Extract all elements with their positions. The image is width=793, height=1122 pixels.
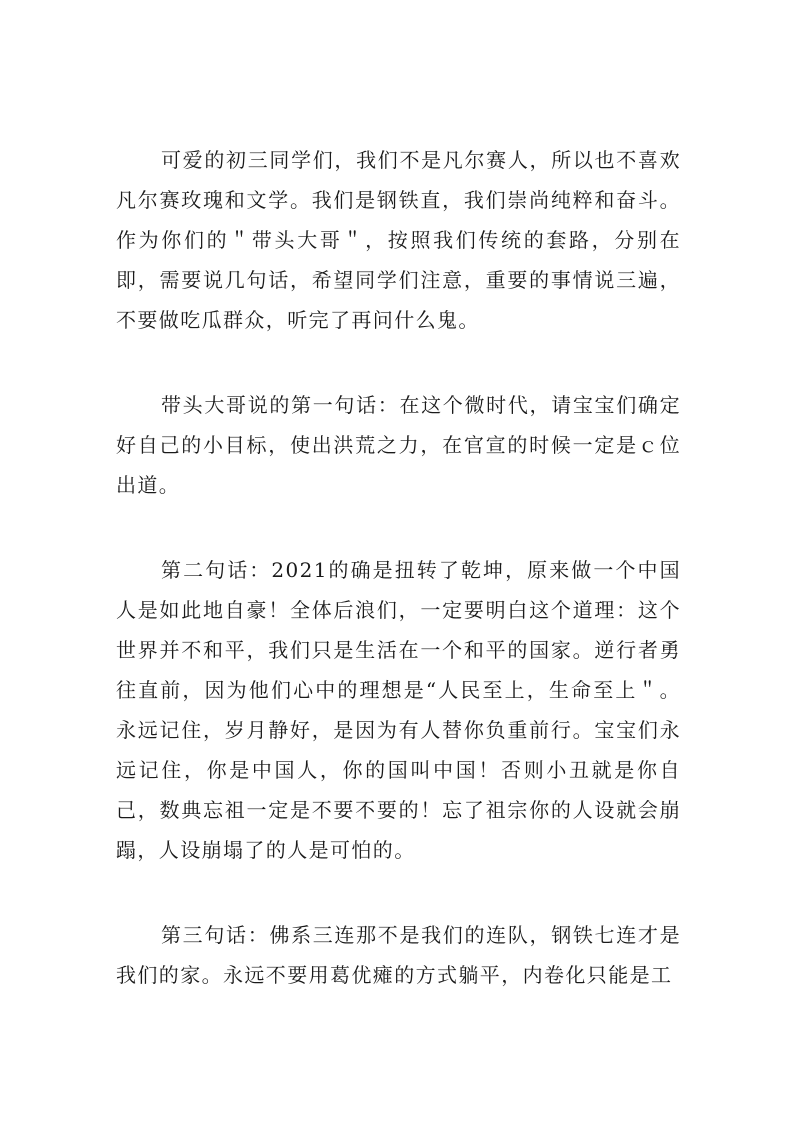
- paragraph-second-sentence: 第二句话：2021的确是扭转了乾坤，原来做一个中国人是如此地自豪！全体后浪们，一定要明白这个道理：这个世界并不和平，我们只是生活在一个和平的国家。逆行者勇往直前，因为他们心中的理想是“人民至上，生命至上＂。永远记住，岁月静好，是因为有人替你负重前行。宝宝们永远记住，你是中国人，你的国叫中国！否则小丑就是你自己，数典忘祖一定是不要不要的！忘了祖宗你的人设就会崩蹋，人设崩塌了的人是可怕的。: [116, 558, 681, 862]
- document-body: [116, 140, 681, 1040]
- paragraph-intro: 可爱的初三同学们，我们不是凡尔赛人，所以也不喜欢凡尔赛玫瑰和文学。我们是钢铁直，我们崇尚纯粹和奋斗。作为你们的＂带头大哥＂，按照我们传统的套路，分别在即，需要说几句话，希望同学们注意，重要的事情说三遍，不要做吃瓜群众，听完了再问什么鬼。: [116, 148, 681, 332]
- paragraph-first-sentence: 带头大哥说的第一句话：在这个微时代，请宝宝们确定好自己的小目标，使出洪荒之力，在官宣的时候一定是ｃ位出道。: [116, 393, 681, 497]
- paragraph-third-sentence: 第三句话：佛系三连那不是我们的连队，钢铁七连才是我们的家。永远不要用葛优瘫的方式躺平，内卷化只能是工: [116, 923, 681, 987]
